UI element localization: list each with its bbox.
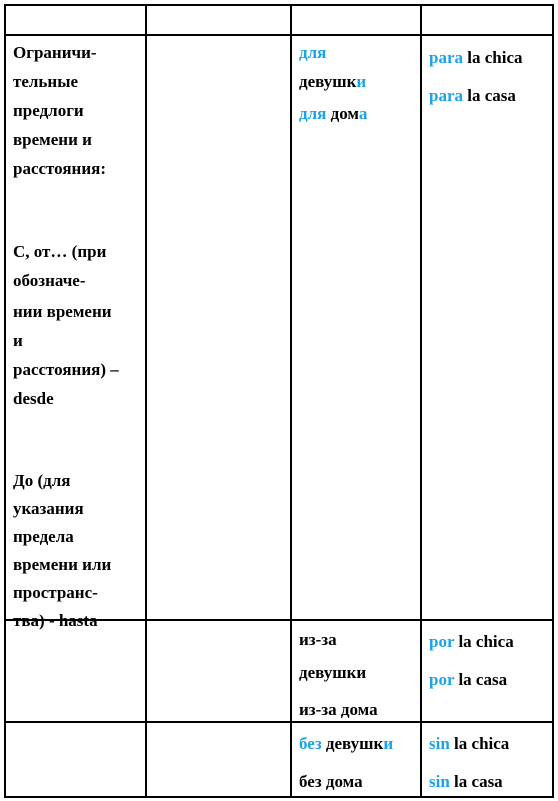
preposition-word: sin [429,734,450,753]
text-line: из-за [299,630,337,649]
text-line [429,39,551,77]
text-line [299,725,419,763]
text-line: нии времени [13,302,112,321]
restrictive-prepositions-heading [13,38,145,183]
preposition-word: por [429,670,455,689]
preposition-word: sin [429,772,450,791]
case-ending: а [358,104,368,123]
preposition-word: без [299,734,322,753]
row2-col3-cell [299,623,419,726]
col1-right-border [145,4,147,798]
text-line: и [13,331,23,350]
header-row-bottom-border [4,34,554,36]
table-left-border [4,4,6,798]
table-right-border [552,4,554,798]
text-line: предела [13,527,74,546]
case-ending: и [383,734,394,753]
text-line: пространс- [13,583,98,602]
row2-bottom-border [4,721,554,723]
text-line: девушки [299,663,367,682]
hasta-explanation [13,467,145,635]
row3-col3-cell [299,725,419,801]
text-line: времени или [13,555,112,574]
text-line [429,725,551,763]
preposition-word: por [429,632,455,651]
case-ending: и [356,72,367,91]
phrase-rest: la casa [449,772,503,791]
text-line: расстояния) – [13,360,119,379]
preposition-word: para [429,48,463,67]
col2-right-border [290,4,292,798]
word-stem: девушк [321,734,384,753]
word-stem: дом [326,104,359,123]
text-line: расстояния: [13,159,106,178]
word-stem: девушк [299,72,357,91]
text-line [429,623,551,661]
phrase-rest: la casa [463,86,516,105]
preposition-word: для [299,43,327,62]
text-line: С, от… (при [13,242,107,261]
text-line [429,661,551,699]
phrase-rest: la casa [454,670,508,689]
text-line: desde [13,389,54,408]
row3-col4-cell [429,725,551,801]
text-line: указания [13,499,84,518]
text-line: Ограничи- [13,43,97,62]
phrase-rest: la chica [454,632,514,651]
text-line: тва) - hasta [13,611,98,630]
desde-explanation [13,237,145,413]
text-line: без дома [299,772,363,791]
text-line: тельные [13,72,79,91]
text-line [299,67,419,96]
table-top-border [4,4,554,6]
text-line: из-за дома [299,700,378,719]
text-line [429,77,551,115]
text-line [299,99,419,128]
col3-right-border [420,4,422,798]
row1-col3-cell [299,38,419,128]
phrase-rest: la chica [449,734,510,753]
text-line: предлоги [13,101,84,120]
phrase-rest: la chica [463,48,523,67]
row2-col4-cell [429,623,551,699]
preposition-word: для [299,104,327,123]
row1-col1-cell [13,38,145,635]
text-line: До (для [13,471,71,490]
text-line [429,763,551,801]
row1-col4-cell [429,39,551,115]
text-line [299,38,419,67]
text-line: времени и [13,130,92,149]
text-line: обозначе- [13,271,86,290]
preposition-word: para [429,86,463,105]
